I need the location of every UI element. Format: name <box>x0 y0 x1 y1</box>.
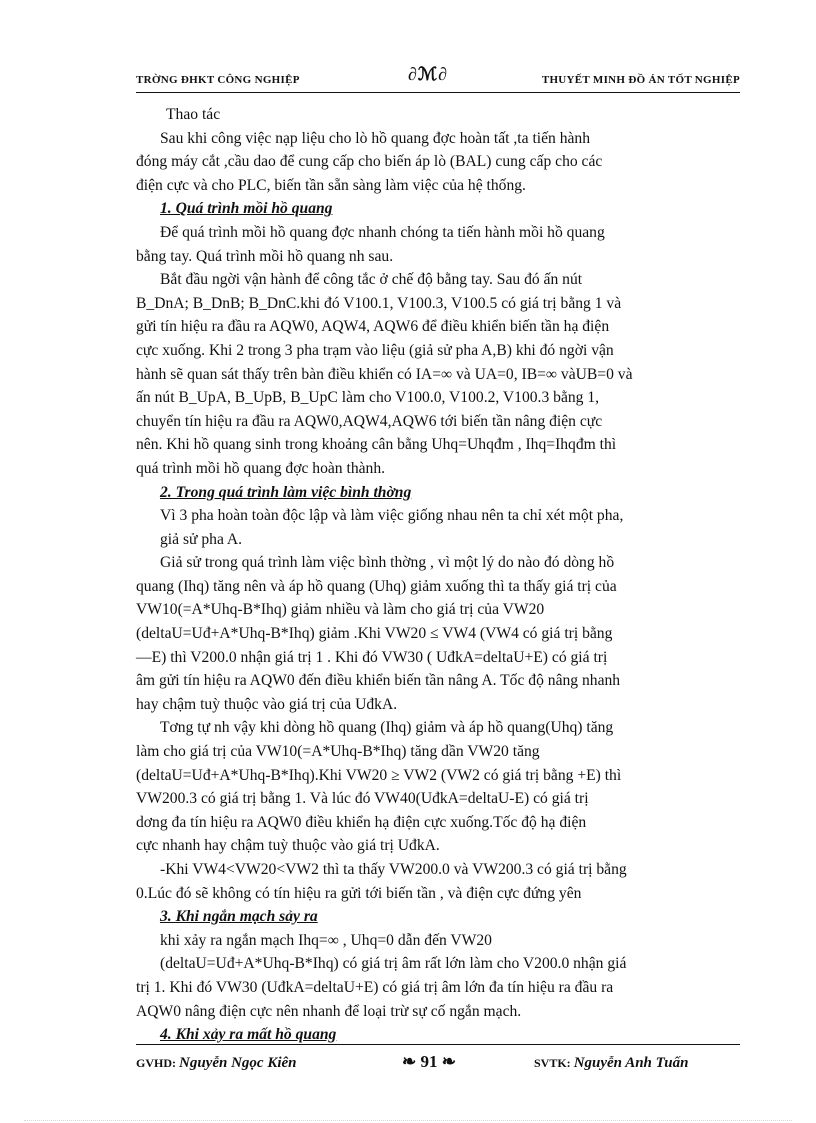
text-line: gửi tín hiệu ra đầu ra AQW0, AQW4, AQW6 để điều khiển biến tần hạ điện <box>136 318 610 336</box>
text-line: B_DnA; B_DnB; B_DnC.khi đó V100.1, V100.3, V100.5 có giá trị bằng 1 và <box>136 294 622 312</box>
bottom-dotted-border <box>24 1120 792 1121</box>
page-header <box>136 64 740 90</box>
text-line: dơng đa tín hiệu ra AQW0 điều khiển hạ điện cực xuống.Tốc độ hạ điện <box>136 813 587 831</box>
text-line: quang (Ihq) tăng nên và áp hồ quang (Uhq) giảm xuống thì ta thấy giá trị của <box>136 577 617 595</box>
supervisor <box>136 1055 297 1072</box>
text-line: hay chậm tuỳ thuộc vào giá trị của UđkA. <box>136 695 398 713</box>
text-line: Bắt đầu ngời vận hành để công tắc ở chế độ bằng tay. Sau đó ấn nút <box>160 271 583 289</box>
text-line: Tơng tự nh vậy khi dòng hồ quang (Ihq) giảm và áp hồ quang(Uhq) tăng <box>160 719 614 737</box>
supervisor-name: Nguyễn Ngọc Kiên <box>179 1055 297 1071</box>
text-line: Giả sử trong quá trình làm việc bình thờng , vì một lý do nào đó dòng hồ <box>160 554 615 572</box>
text-line: -Khi VW4<VW20<VW2 thì ta thấy VW200.0 và VW200.3 có giá trị bằng <box>160 861 627 878</box>
text-line: AQW0 nâng điện cực nên nhanh để loại trừ sự cố ngắn mạch. <box>136 1002 522 1020</box>
footer-divider <box>136 1044 740 1045</box>
text-line: VW10(=A*Uhq-B*Ihq) giảm nhiều và làm cho giá trị của VW20 <box>136 601 545 619</box>
text-line: đóng máy cắt ,cầu dao để cung cấp cho biến áp lò (BAL) cung cấp cho các <box>136 153 603 171</box>
text-line: âm gửi tín hiệu ra AQW0 đến điều khiển biến tần nâng A. Tốc độ nâng nhanh <box>136 672 621 690</box>
text-line: VW200.3 có giá trị bằng 1. Và lúc đó VW40(UđkA=deltaU-E) có giá trị <box>136 790 589 808</box>
text-line: quá trình mồi hồ quang đợc hoàn thành. <box>136 459 386 477</box>
text-line: Thao tác <box>166 106 221 123</box>
text-line: (deltaU=Uđ+A*Uhq-B*Ihq).Khi VW20 ≥ VW2 (VW2 có giá trị bằng +E) thì <box>136 766 622 784</box>
text-line: cực nhanh hay chậm tuỳ thuộc vào giá trị UđkA. <box>136 837 440 855</box>
page-number-block <box>402 1052 456 1072</box>
section-heading: 2. Trong quá trình làm việc bình thờng <box>160 483 412 501</box>
text-line: chuyển tín hiệu ra đầu ra AQW0,AQW4,AQW6 tới biến tần nâng điện cực <box>136 412 603 430</box>
text-line: làm cho giá trị của VW10(=A*Uhq-B*Ihq) tăng dần VW20 tăng <box>136 743 540 761</box>
supervisor-label: GVHD: <box>136 1056 176 1070</box>
student <box>534 1055 688 1072</box>
page-footer <box>136 1052 740 1074</box>
text-line: (deltaU=Uđ+A*Uhq-B*Ihq) có giá trị âm rất lớn làm cho V200.0 nhận giá <box>160 955 627 973</box>
section-heading: 1. Quá trình mồi hồ quang <box>160 200 333 218</box>
text-line: điện cực và cho PLC, biến tần sẵn sàng làm việc của hệ thống. <box>136 176 526 194</box>
text-line: cực xuống. Khi 2 trong 3 pha trạm vào liệu (giả sử pha A,B) khi đó ngời vận <box>136 341 614 359</box>
logo-icon: ∂ℳ∂ <box>408 64 449 84</box>
text-line: nên. Khi hồ quang sinh trong khoảng cân bằng Uhq=Uhqđm , Ihq=Ihqđm thì <box>136 436 617 454</box>
text-line: giả sử pha A. <box>160 530 243 548</box>
body-text <box>136 103 736 1047</box>
text-line: ấn nút B_UpA, B_UpB, B_UpC làm cho V100.0, V100.2, V100.3 bằng 1, <box>136 389 600 407</box>
section-heading: 3. Khi ngắn mạch sảy ra <box>160 908 318 926</box>
text-line: Để quá trình mồi hồ quang đợc nhanh chóng ta tiến hành mồi hồ quang <box>160 223 605 241</box>
text-line: khi xảy ra ngắn mạch Ihq=∞ , Uhq=0 dẫn đến VW20 <box>160 931 492 949</box>
section-heading: 4. Khi xảy ra mất hồ quang <box>160 1026 337 1044</box>
text-line: 0.Lúc đó sẽ không có tín hiệu ra gửi tới biến tần , và điện cực đứng yên <box>136 884 582 902</box>
text-line: hành sẽ quan sát thấy trên bàn điều khiển có IA=∞ và UA=0, IB=∞ vàUB=0 và <box>136 365 633 383</box>
text-line: —E) thì V200.0 nhận giá trị 1 . Khi đó VW30 ( UđkA=deltaU+E) có giá trị <box>136 648 608 666</box>
text-line: (deltaU=Uđ+A*Uhq-B*Ihq) giảm .Khi VW20 ≤ VW4 (VW4 có giá trị bằng <box>136 625 613 643</box>
school-name: TRỜNG ĐHKT CÔNG NGHIỆP <box>136 74 300 86</box>
page-number: 91 <box>420 1052 438 1071</box>
text-line: Sau khi công việc nạp liệu cho lò hồ quang đợc hoàn tất ,ta tiến hành <box>160 129 591 147</box>
ornament-left-icon: ❧ <box>402 1052 417 1071</box>
document-title: THUYẾT MINH ĐỒ ÁN TỐT NGHIỆP <box>541 74 740 86</box>
header-divider <box>136 92 740 93</box>
ornament-right-icon: ❧ <box>441 1052 456 1071</box>
text-line: trị 1. Khi đó VW30 (UđkA=deltaU+E) có giá trị âm lớn đa tín hiệu ra đầu ra <box>136 978 614 996</box>
student-name: Nguyễn Anh Tuấn <box>573 1055 689 1071</box>
text-line: Vì 3 pha hoàn toàn độc lập và làm việc giống nhau nên ta chỉ xét một pha, <box>160 507 624 525</box>
text-line: bằng tay. Quá trình mồi hồ quang nh sau. <box>136 247 394 265</box>
student-label: SVTK: <box>534 1056 571 1070</box>
